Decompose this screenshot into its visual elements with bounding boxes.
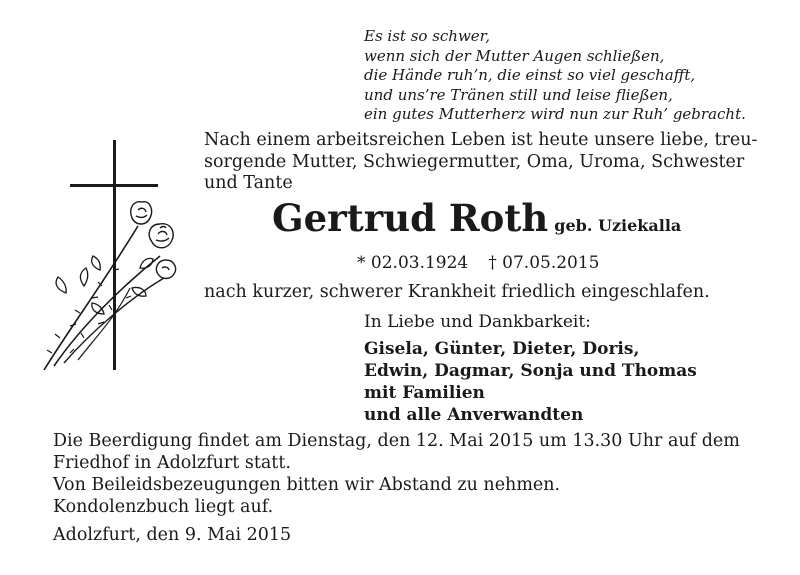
mourner-line: und alle Anverwandten — [364, 405, 584, 425]
passing-text: nach kurzer, schwerer Krankheit friedlich eingeschlafen. — [204, 282, 710, 302]
deceased-heading — [272, 196, 681, 240]
life-dates — [357, 253, 600, 273]
funeral-line: Friedhof in Adolzfurt statt. — [53, 453, 291, 473]
poem-line: Es ist so schwer, — [364, 27, 490, 45]
poem-line: und uns’re Tränen still und leise fließen, — [364, 85, 673, 104]
poem — [364, 27, 774, 125]
birth-date: * 02.03.1924 — [357, 253, 469, 273]
deceased-birth-name: geb. Uziekalla — [554, 216, 682, 235]
deceased-name: Gertrud Roth — [272, 196, 549, 240]
intro-line: und Tante — [204, 173, 293, 193]
funeral-notice — [53, 430, 740, 518]
intro-line: Nach einem arbeitsreichen Leben ist heute unsere liebe, treu- — [204, 130, 758, 150]
funeral-line: Kondolenzbuch liegt auf. — [53, 497, 274, 517]
intro-text — [204, 130, 764, 195]
gratitude-line: In Liebe und Dankbarkeit: — [364, 312, 591, 332]
place-and-date: Adolzfurt, den 9. Mai 2015 — [53, 525, 292, 545]
mourner-line: Gisela, Günter, Dieter, Doris, — [364, 339, 640, 359]
cross-with-roses-icon — [40, 138, 190, 378]
poem-line: ein gutes Mutterherz wird nun zur Ruh’ gebracht. — [364, 105, 746, 123]
funeral-line: Von Beileidsbezeugungen bitten wir Abstand zu nehmen. — [53, 475, 561, 495]
funeral-line: Die Beerdigung findet am Dienstag, den 12. Mai 2015 um 13.30 Uhr auf dem — [53, 431, 740, 451]
intro-line: sorgende Mutter, Schwiegermutter, Oma, Uroma, Schwester — [204, 151, 745, 172]
mourners-list — [364, 338, 697, 426]
mourner-line: mit Familien — [364, 383, 485, 403]
poem-line: wenn sich der Mutter Augen schließen, — [364, 46, 665, 65]
mourner-line: Edwin, Dagmar, Sonja und Thomas — [364, 361, 697, 381]
poem-line: die Hände ruh’n, die einst so viel geschafft, — [364, 66, 696, 84]
death-date: † 07.05.2015 — [488, 253, 600, 273]
